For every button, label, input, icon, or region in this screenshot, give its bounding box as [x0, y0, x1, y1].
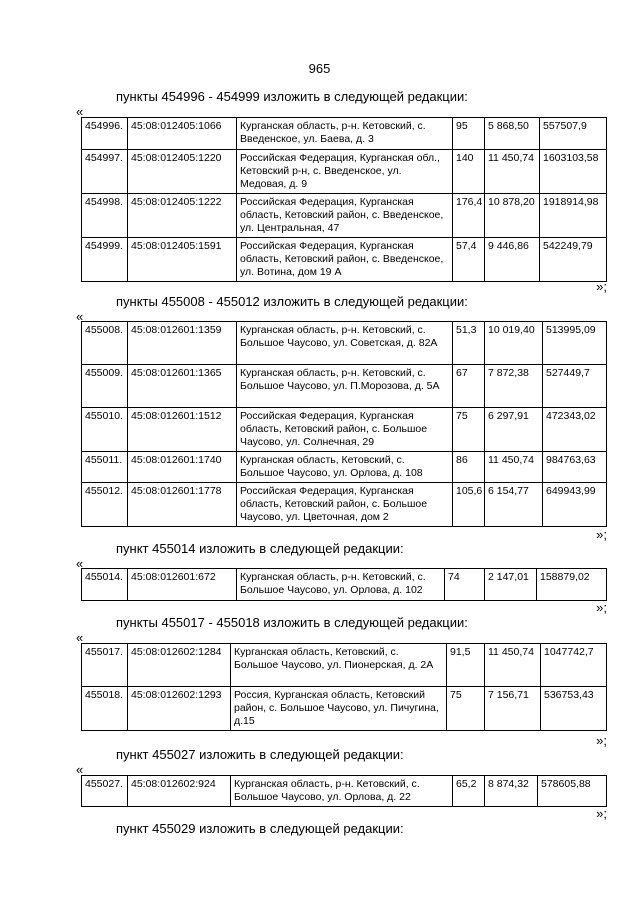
- cell-rate: 7 156,71: [485, 687, 541, 731]
- section-heading: пункты 455008 - 455012 изложить в следующей редакции:: [116, 294, 468, 309]
- cell-address: Курганская область, р-н. Кетовский, с. Большое Чаусово, ул. Орлова, д. 22: [231, 776, 453, 807]
- cell-number: 455017.: [82, 644, 128, 687]
- table-row: [82, 452, 607, 483]
- cell-rate: 11 450,74: [485, 452, 543, 483]
- cell-value: 649943,99: [543, 483, 607, 527]
- cell-value: 1047742,7: [541, 644, 607, 687]
- section-heading: пункт 455027 изложить в следующей редакции:: [116, 747, 404, 762]
- cell-address: Курганская область, р-н. Кетовский, с. Большое Чаусово, ул. Советская, д. 82А: [237, 322, 453, 365]
- cell-address: Российская Федерация, Курганская область, Кетовский район, с. Большое Чаусово, ул. Солнечная, 29: [237, 408, 453, 452]
- cell-value: 527449,7: [543, 365, 607, 408]
- cell-cadastral: 45:08:012405:1066: [128, 118, 237, 150]
- cell-area: 67: [453, 365, 485, 408]
- cell-area: 140: [453, 150, 485, 194]
- data-table: [81, 568, 607, 601]
- cell-area: 74: [445, 569, 485, 601]
- page-number: 965: [308, 61, 331, 76]
- table-row: [82, 365, 607, 408]
- table-row: [82, 776, 607, 807]
- cell-rate: 5 868,50: [485, 118, 540, 150]
- cell-cadastral: 45:08:012601:1365: [128, 365, 237, 408]
- table-row: [82, 408, 607, 452]
- cell-rate: 7 872,38: [485, 365, 543, 408]
- section-heading: пункт 455014 изложить в следующей редакции:: [116, 541, 404, 556]
- cell-rate: 6 154,77: [485, 483, 543, 527]
- data-table: [81, 321, 607, 527]
- cell-value: 984763,63: [543, 452, 607, 483]
- cell-number: 455027.: [82, 776, 128, 807]
- cell-value: 513995,09: [543, 322, 607, 365]
- cell-value: 158879,02: [537, 569, 607, 601]
- cell-cadastral: 45:08:012601:1778: [128, 483, 237, 527]
- cell-number: 454998.: [82, 194, 128, 238]
- cell-rate: 11 450,74: [485, 644, 541, 687]
- cell-area: 51,3: [453, 322, 485, 365]
- cell-cadastral: 45:08:012405:1220: [128, 150, 237, 194]
- cell-area: 91,5: [447, 644, 485, 687]
- cell-cadastral: 45:08:012602:1284: [128, 644, 231, 687]
- cell-cadastral: 45:08:012601:672: [128, 569, 237, 601]
- cell-value: 578605,88: [538, 776, 607, 807]
- cell-number: 455011.: [82, 452, 128, 483]
- close-quote: »;: [596, 527, 607, 542]
- open-quote: «: [76, 630, 84, 645]
- cell-cadastral: 45:08:012601:1512: [128, 408, 237, 452]
- cell-number: 455014.: [82, 569, 128, 601]
- cell-rate: 2 147,01: [485, 569, 537, 601]
- cell-rate: 11 450,74: [485, 150, 540, 194]
- cell-address: Российская Федерация, Курганская область, Кетовский район, с. Введенское, ул. Центральная, 47: [237, 194, 453, 238]
- table-row: [82, 194, 607, 238]
- cell-rate: 10 019,40: [485, 322, 543, 365]
- cell-value: 1918914,98: [540, 194, 607, 238]
- table-row: [82, 569, 607, 601]
- cell-address: Российская Федерация, Курганская область, Кетовский район, с. Введенское, ул. Вотина, дом 19 А: [237, 238, 453, 282]
- cell-cadastral: 45:08:012405:1222: [128, 194, 237, 238]
- cell-address: Курганская область, р-н. Кетовский, с. Большое Чаусово, ул. Орлова, д. 102: [237, 569, 445, 601]
- cell-value: 472343,02: [543, 408, 607, 452]
- cell-cadastral: 45:08:012601:1359: [128, 322, 237, 365]
- table-row: [82, 150, 607, 194]
- table-row: [82, 687, 607, 731]
- close-quote: »;: [596, 806, 607, 821]
- cell-address: Курганская область, Кетовский, с. Большое Чаусово, ул. Орлова, д. 108: [237, 452, 453, 483]
- cell-area: 86: [453, 452, 485, 483]
- open-quote: «: [76, 762, 84, 777]
- cell-address: Россия, Курганская область, Кетовский район, с. Большое Чаусово, ул. Пичугина, д.15: [231, 687, 447, 731]
- cell-area: 57,4: [453, 238, 485, 282]
- cell-value: 542249,79: [540, 238, 607, 282]
- section-heading: пункты 455017 - 455018 изложить в следующей редакции:: [116, 615, 468, 630]
- cell-cadastral: 45:08:012405:1591: [128, 238, 237, 282]
- cell-value: 1603103,58: [540, 150, 607, 194]
- data-table: [81, 775, 607, 807]
- cell-value: 557507,9: [540, 118, 607, 150]
- open-quote: «: [76, 309, 84, 324]
- cell-number: 455012.: [82, 483, 128, 527]
- open-quote: «: [76, 556, 84, 571]
- cell-address: Курганская область, Кетовский, с. Большое Чаусово, ул. Пионерская, д. 2А: [231, 644, 447, 687]
- table-row: [82, 322, 607, 365]
- cell-rate: 10 878,20: [485, 194, 540, 238]
- cell-area: 176,4: [453, 194, 485, 238]
- cell-rate: 8 874,32: [485, 776, 538, 807]
- data-table: [81, 117, 607, 282]
- cell-number: 455008.: [82, 322, 128, 365]
- cell-cadastral: 45:08:012602:1293: [128, 687, 231, 731]
- cell-number: 455018.: [82, 687, 128, 731]
- cell-area: 75: [447, 687, 485, 731]
- cell-number: 454997.: [82, 150, 128, 194]
- cell-number: 455009.: [82, 365, 128, 408]
- section-heading: пункт 455029 изложить в следующей редакции:: [116, 821, 404, 836]
- cell-area: 95: [453, 118, 485, 150]
- open-quote: «: [76, 104, 84, 119]
- cell-address: Российская Федерация, Курганская область, Кетовский район, с. Большое Чаусово, ул. Цветочная, дом 2: [237, 483, 453, 527]
- cell-number: 454999.: [82, 238, 128, 282]
- table-row: [82, 118, 607, 150]
- close-quote: »;: [596, 733, 607, 748]
- cell-address: Курганская область, р-н. Кетовский, с. Введенское, ул. Баева, д. 3: [237, 118, 453, 150]
- section-heading: пункты 454996 - 454999 изложить в следующей редакции:: [116, 89, 468, 104]
- table-row: [82, 238, 607, 282]
- cell-cadastral: 45:08:012602:924: [128, 776, 231, 807]
- cell-area: 105,6: [453, 483, 485, 527]
- cell-number: 454996.: [82, 118, 128, 150]
- cell-cadastral: 45:08:012601:1740: [128, 452, 237, 483]
- data-table: [81, 643, 607, 731]
- cell-address: Курганская область, р-н. Кетовский, с. Большое Чаусово, ул. П.Морозова, д. 5А: [237, 365, 453, 408]
- cell-rate: 9 446,86: [485, 238, 540, 282]
- cell-value: 536753,43: [541, 687, 607, 731]
- cell-address: Российская Федерация, Курганская обл., Кетовский р-н, с. Введенское, ул. Медовая, д. 9: [237, 150, 453, 194]
- table-row: [82, 644, 607, 687]
- cell-area: 75: [453, 408, 485, 452]
- cell-rate: 6 297,91: [485, 408, 543, 452]
- table-row: [82, 483, 607, 527]
- cell-number: 455010.: [82, 408, 128, 452]
- close-quote: »;: [596, 600, 607, 615]
- close-quote: »;: [596, 279, 607, 294]
- cell-area: 65,2: [453, 776, 485, 807]
